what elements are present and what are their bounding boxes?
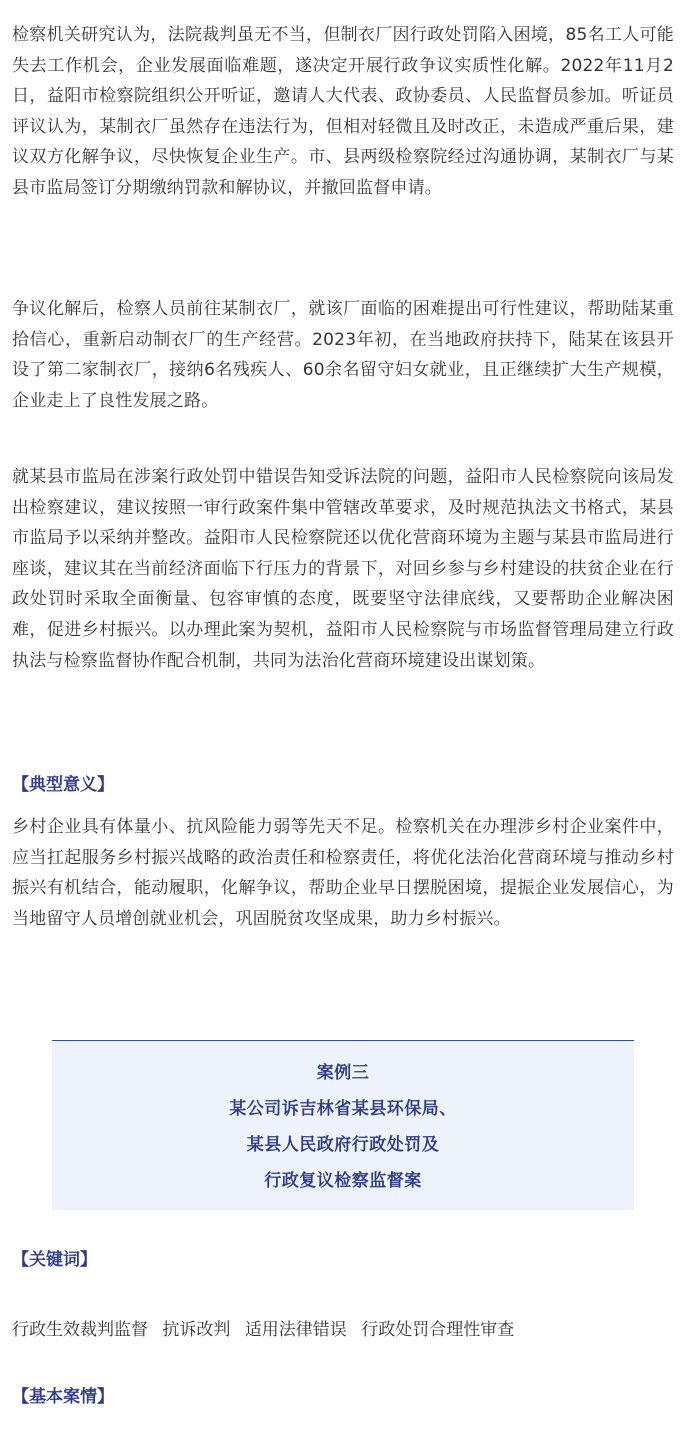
heading-typical-significance: 【典型意义】	[12, 775, 114, 795]
keyword-item: 抗诉改判	[162, 1320, 231, 1340]
paragraph-after-resolution: 争议化解后，检察人员前往某制衣厂，就该厂面临的困难提出可行性建议，帮助陆某重拾信心，重新启动制衣厂的生产经营。2023年初，在当地政府扶持下，陆某在该县开设了第二家制衣厂，接纳6名残疾人、60余名留守妇女就业，且正继续扩大生产规模，企业走上了良性发展之路。	[12, 299, 674, 411]
heading-basic-facts: 【基本案情】	[12, 1387, 114, 1407]
keyword-item: 行政处罚合理性审查	[361, 1320, 515, 1340]
keyword-item: 适用法律错误	[244, 1320, 347, 1340]
paragraph-significance: 乡村企业具有体量小、抗风险能力弱等先天不足。检察机关在办理涉乡村企业案件中，应当扛起服务乡村振兴战略的政治责任和检察责任，将优化法治化营商环境与推动乡村振兴有机结合，能动履职，化解争议，帮助企业早日摆脱困境，提振企业发展信心，为当地留守人员增创就业机会，巩固脱贫攻坚成果，助力乡村振兴。	[12, 817, 674, 929]
case-title-line: 某公司诉吉林省某县环保局、	[229, 1099, 457, 1119]
keyword-item: 行政生效裁判监督	[12, 1320, 148, 1340]
case-title-line: 某县人民政府行政处罚及	[246, 1135, 440, 1155]
keyword-list	[12, 1315, 523, 1345]
case-number: 案例三	[316, 1063, 370, 1083]
paragraph-procuratorial-suggestion: 就某县市监局在涉案行政处罚中错误告知受诉法院的问题，益阳市人民检察院向该局发出检察建议，建议按照一审行政案件集中管辖改革要求，及时规范执法文书格式，某县市监局予以采纳并整改。益阳市人民检察院还以优化营商环境为主题与某县市监局进行座谈，建议其在当前经济面临下行压力的背景下，对回乡参与乡村建设的扶贫企业在行政处罚时采取全面衡量、包容审慎的态度，既要坚守法律底线，又要帮助企业解决困难，促进乡村振兴。以办理此案为契机，益阳市人民检察院与市场监督管理局建立行政执法与检察监督协作配合机制，共同为法治化营商环境建设出谋划策。	[12, 467, 674, 671]
case-title-line: 行政复议检察监督案	[264, 1171, 422, 1191]
paragraph-hearing: 检察机关研究认为，法院裁判虽无不当，但制衣厂因行政处罚陷入困境，85名工人可能失去工作机会，企业发展面临难题，遂决定开展行政争议实质性化解。2022年11月2日，益阳市检察院组织公开听证，邀请人大代表、政协委员、人民监督员参加。听证员评议认为，某制衣厂虽然存在违法行为，但相对轻微且及时改正，未造成严重后果，建议双方化解争议，尽快恢复企业生产。市、县两级检察院经过沟通协调，某制衣厂与某县市监局签订分期缴纳罚款和解协议，并撤回监督申请。	[12, 25, 674, 198]
case-title-box	[52, 1040, 634, 1210]
heading-keywords: 【关键词】	[12, 1250, 97, 1270]
